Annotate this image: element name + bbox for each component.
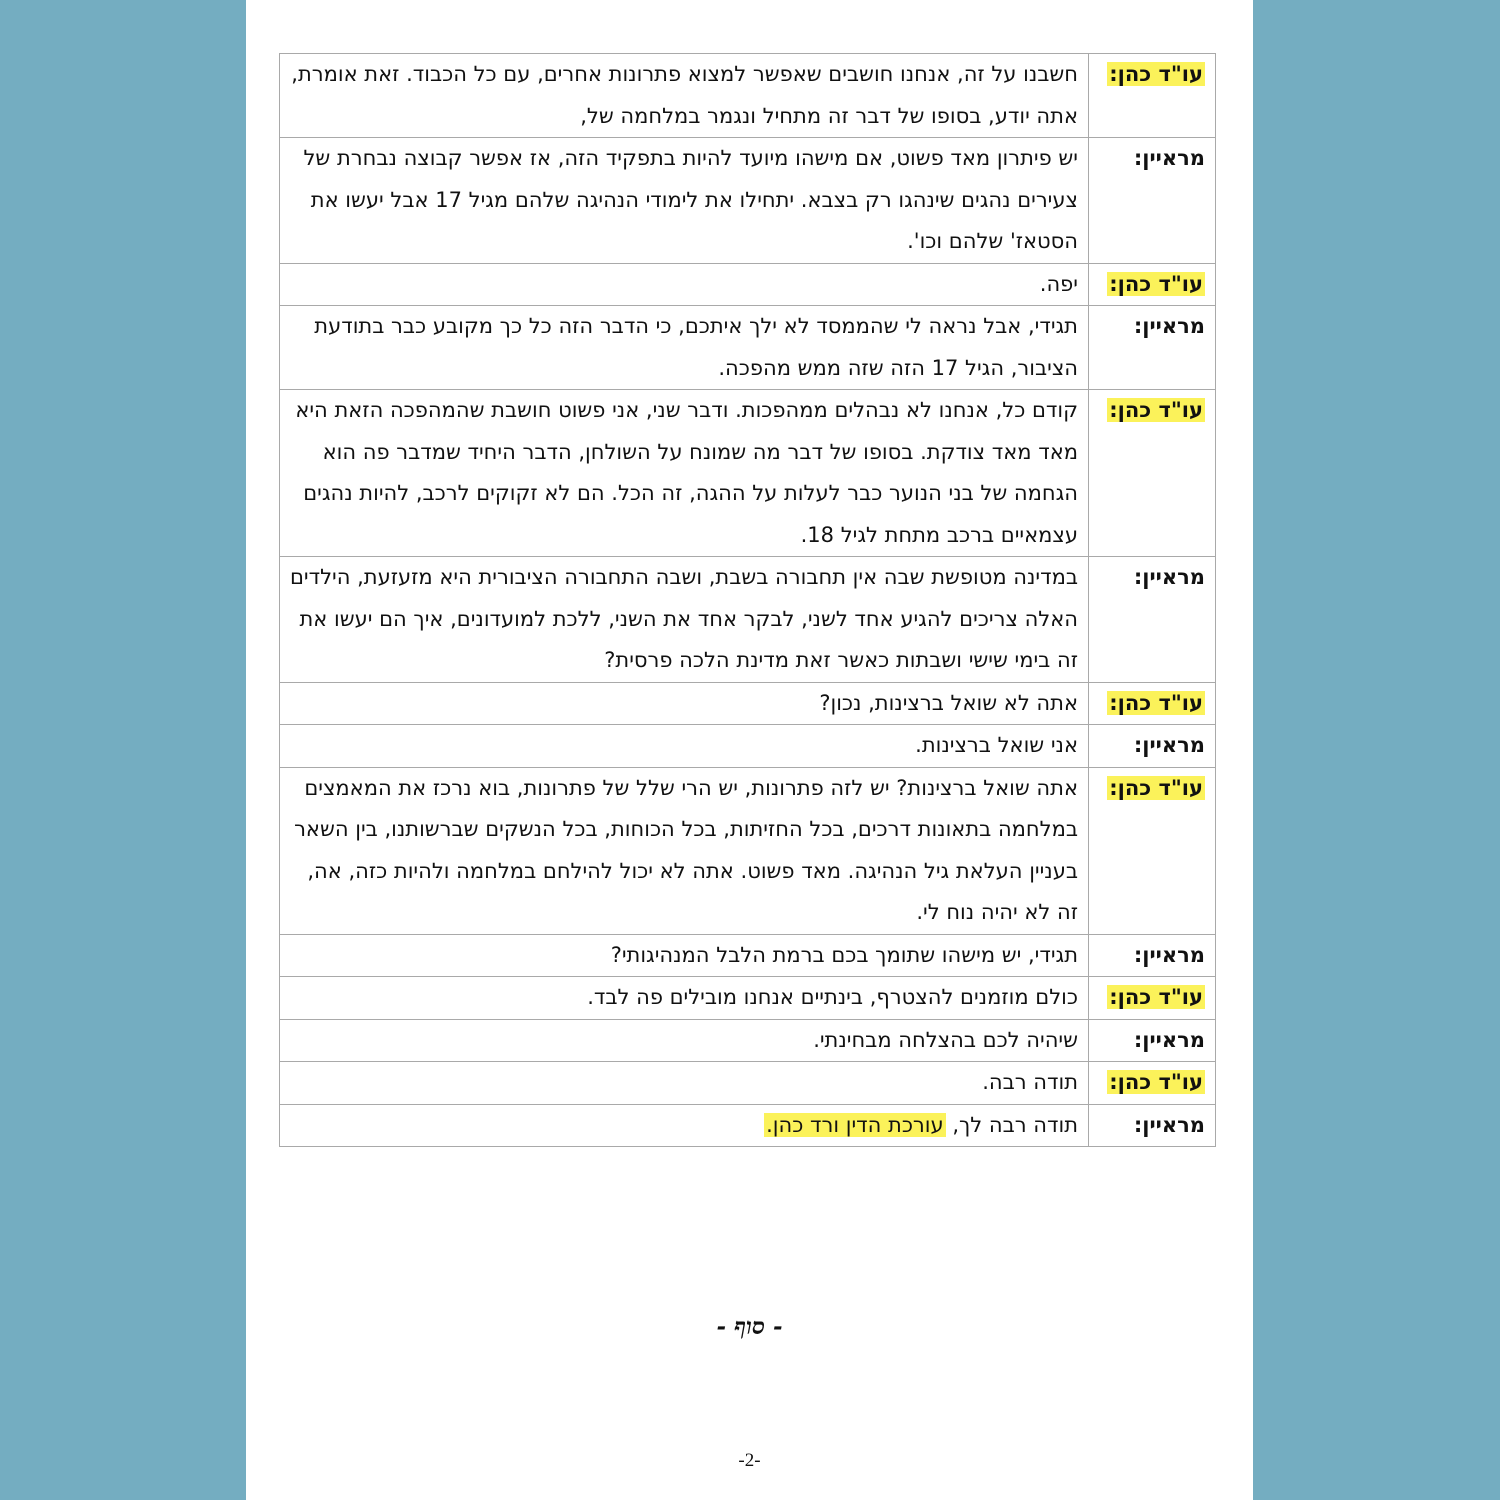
speaker-label: מראיין: bbox=[1089, 1019, 1216, 1062]
speech-text: במדינה מטופשת שבה אין תחבורה בשבת, ושבה התחבורה הציבורית היא מזעזעת, הילדים האלה צריכים להגיע אחד לשני, לבקר אחד את השני, ללכת למועדונים, איך הם יעשו את זה בימי שישי ושבתות כאשר זאת מדינת הלכה פרסית? bbox=[280, 557, 1089, 683]
table-row bbox=[280, 263, 1216, 306]
document-page bbox=[246, 0, 1253, 1500]
speaker-label: מראיין: bbox=[1089, 138, 1216, 264]
speech-text: קודם כל, אנחנו לא נבהלים ממהפכות. ודבר שני, אני פשוט חושבת שהמהפכה הזאת היא מאד מאד צודקת. בסופו של דבר מה שמונח על השולחן, הדבר היחיד שמדבר פה הוא הגחמה של בני הנוער כבר לעלות על ההגה, זה הכל. הם לא זקוקים לרכב, להיות נהגים עצמאיים ברכב מתחת לגיל 18. bbox=[280, 390, 1089, 557]
speech-text bbox=[280, 1104, 1089, 1147]
speech-text: תגידי, אבל נראה לי שהממסד לא ילך איתכם, כי הדבר הזה כל כך מקובע כבר בתודעת הציבור, הגיל 17 הזה שזה ממש מהפכה. bbox=[280, 306, 1089, 390]
highlighted-name: עורכת הדין ורד כהן. bbox=[766, 1112, 944, 1137]
speaker-label: עו"ד כהן: bbox=[1089, 682, 1216, 725]
speech-text: תגידי, יש מישהו שתומך בכם ברמת הלבל המנהיגותי? bbox=[280, 934, 1089, 977]
speech-text: אתה שואל ברצינות? יש לזה פתרונות, יש הרי שלל של פתרונות, בוא נרכז את המאמצים במלחמה בתאונות דרכים, בכל החזיתות, בכל הכוחות, בכל הנשקים שברשותנו, בין השאר בעניין העלאת גיל הנהיגה. מאד פשוט. אתה לא יכול להילחם במלחמה ולהיות כזה, אה, זה לא יהיה נוח לי. bbox=[280, 767, 1089, 934]
speaker-label: מראיין: bbox=[1089, 725, 1216, 768]
speaker-label: מראיין: bbox=[1089, 557, 1216, 683]
speech-text: כולם מוזמנים להצטרף, בינתיים אנחנו מובילים פה לבד. bbox=[280, 977, 1089, 1020]
table-row bbox=[280, 934, 1216, 977]
end-mark: - סוף - bbox=[716, 1313, 783, 1340]
speech-text: שיהיה לכם בהצלחה מבחינתי. bbox=[280, 1019, 1089, 1062]
table-row bbox=[280, 1019, 1216, 1062]
speaker-label: עו"ד כהן: bbox=[1089, 263, 1216, 306]
table-row bbox=[280, 54, 1216, 138]
table-row bbox=[280, 977, 1216, 1020]
speech-text: יש פיתרון מאד פשוט, אם מישהו מיועד להיות בתפקיד הזה, אז אפשר קבוצה נבחרת של צעירים נהגים שינהגו רק בצבא. יתחילו את לימודי הנהיגה שלהם מגיל 17 אבל יעשו את הסטאז' שלהם וכו'. bbox=[280, 138, 1089, 264]
table-row bbox=[280, 1104, 1216, 1147]
speech-text: יפה. bbox=[280, 263, 1089, 306]
speaker-label: עו"ד כהן: bbox=[1089, 767, 1216, 934]
table-row bbox=[280, 725, 1216, 768]
table-row bbox=[280, 390, 1216, 557]
interview-transcript-table bbox=[279, 53, 1216, 1147]
table-row bbox=[280, 682, 1216, 725]
speech-text: תודה רבה. bbox=[280, 1062, 1089, 1105]
table-row bbox=[280, 1062, 1216, 1105]
speaker-label: מראיין: bbox=[1089, 1104, 1216, 1147]
speaker-label: עו"ד כהן: bbox=[1089, 54, 1216, 138]
speaker-label: מראיין: bbox=[1089, 306, 1216, 390]
speaker-label: עו"ד כהן: bbox=[1089, 390, 1216, 557]
table-row bbox=[280, 138, 1216, 264]
speaker-label: עו"ד כהן: bbox=[1089, 977, 1216, 1020]
table-row bbox=[280, 306, 1216, 390]
speaker-label: מראיין: bbox=[1089, 934, 1216, 977]
speech-text: אני שואל ברצינות. bbox=[280, 725, 1089, 768]
speaker-label: עו"ד כהן: bbox=[1089, 1062, 1216, 1105]
speech-text: אתה לא שואל ברצינות, נכון? bbox=[280, 682, 1089, 725]
speech-text: חשבנו על זה, אנחנו חושבים שאפשר למצוא פתרונות אחרים, עם כל הכבוד. זאת אומרת, אתה יודע, בסופו של דבר זה מתחיל ונגמר במלחמה של, bbox=[280, 54, 1089, 138]
table-row bbox=[280, 767, 1216, 934]
table-row bbox=[280, 557, 1216, 683]
page-number: -2- bbox=[738, 1450, 761, 1471]
speech-text-plain: תודה רבה לך, bbox=[952, 1112, 1078, 1137]
